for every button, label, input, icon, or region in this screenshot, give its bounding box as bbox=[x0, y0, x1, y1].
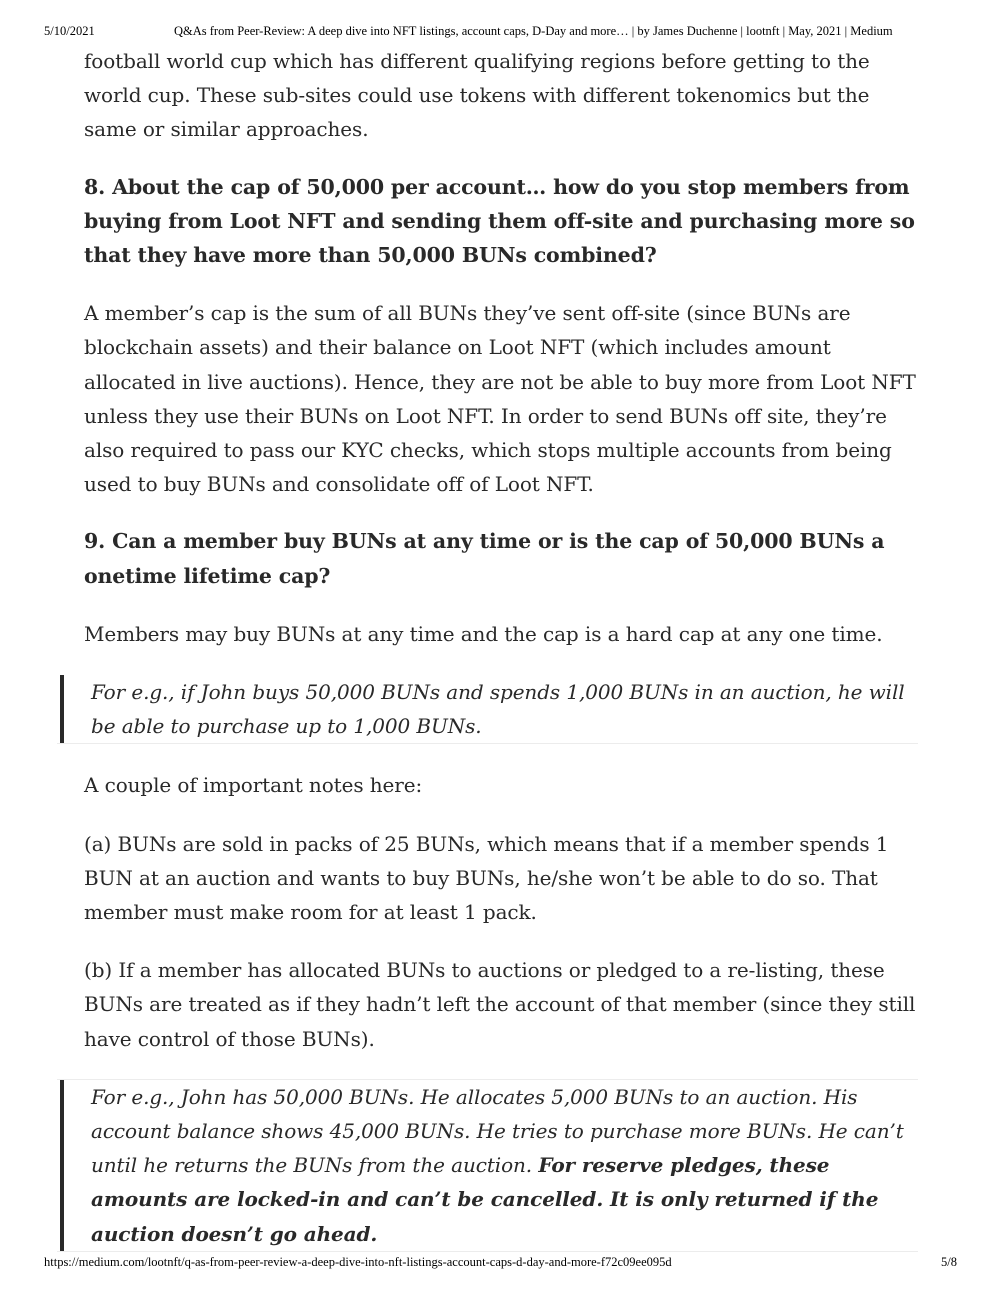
quote-2-divider bbox=[57, 1251, 918, 1252]
question-8-heading: 8. About the cap of 50,000 per account… how do you stop members from buying from Loot NFT and sending them off-site and purchasing more so that they have more than 50,000 BUNs combined? bbox=[84, 174, 915, 268]
print-page-title: Q&As from Peer-Review: A deep dive into NFT listings, account caps, D-Day and more… | by James Duchenne | lootnft | May, 2021 | Medium bbox=[174, 24, 893, 38]
example-quote-2-emphasis: For reserve pledges, these amounts are locked-in and can’t be cancelled. It is only returned if the auction doesn’t go ahead. bbox=[91, 1153, 879, 1246]
example-quote-2 bbox=[60, 1080, 918, 1251]
print-url[interactable]: https://medium.com/lootnft/q-as-from-peer-review-a-deep-dive-into-nft-listings-account-caps-d-day-and-more-f72c09ee095d bbox=[44, 1255, 672, 1269]
article-body bbox=[84, 44, 918, 1252]
example-quote-2-text: For e.g., John has 50,000 BUNs. He allocates 5,000 BUNs to an auction. His account balance shows 45,000 BUNs. He tries to purchase more BUNs. He can’t until he returns the BUNs from the auction. bbox=[91, 1084, 904, 1178]
page-number: 5/8 bbox=[941, 1255, 957, 1269]
question-8-answer: A member’s cap is the sum of all BUNs they’ve sent off-site (since BUNs are blockchain assets) and their balance on Loot NFT (which includes amount allocated in live auctions). Hence, they are not be able to buy more from Loot NFT unless they use their BUNs on Loot NFT. In order to send BUNs off site, they’re also required to pass our KYC checks, which stops multiple accounts from being used to buy BUNs and consolidate off of Loot NFT. bbox=[84, 301, 916, 497]
question-9-answer: Members may buy BUNs at any time and the cap is a hard cap at any one time. bbox=[84, 621, 883, 646]
example-quote-1 bbox=[60, 675, 918, 743]
note-b: (b) If a member has allocated BUNs to auctions or pledged to a re-listing, these BUNs are treated as if they hadn’t left the account of that member (since they still have control of those BUNs). bbox=[84, 958, 916, 1051]
example-quote-1-text: For e.g., if John buys 50,000 BUNs and spends 1,000 BUNs in an auction, he will be able to purchase up to 1,000 BUNs. bbox=[91, 680, 905, 739]
quote-1-divider bbox=[57, 743, 918, 744]
paragraph-intro: football world cup which has different qualifying regions before getting to the world cup. These sub-sites could use tokens with different tokenomics but the same or similar approaches. bbox=[84, 49, 870, 142]
question-9-heading: 9. Can a member buy BUNs at any time or is the cap of 50,000 BUNs a onetime lifetime cap? bbox=[84, 529, 885, 588]
print-date: 5/10/2021 bbox=[44, 24, 95, 38]
notes-intro: A couple of important notes here: bbox=[84, 773, 423, 798]
note-a: (a) BUNs are sold in packs of 25 BUNs, which means that if a member spends 1 BUN at an auction and wants to buy BUNs, he/she won’t be able to do so. That member must make room for at least 1 pack. bbox=[84, 831, 889, 925]
